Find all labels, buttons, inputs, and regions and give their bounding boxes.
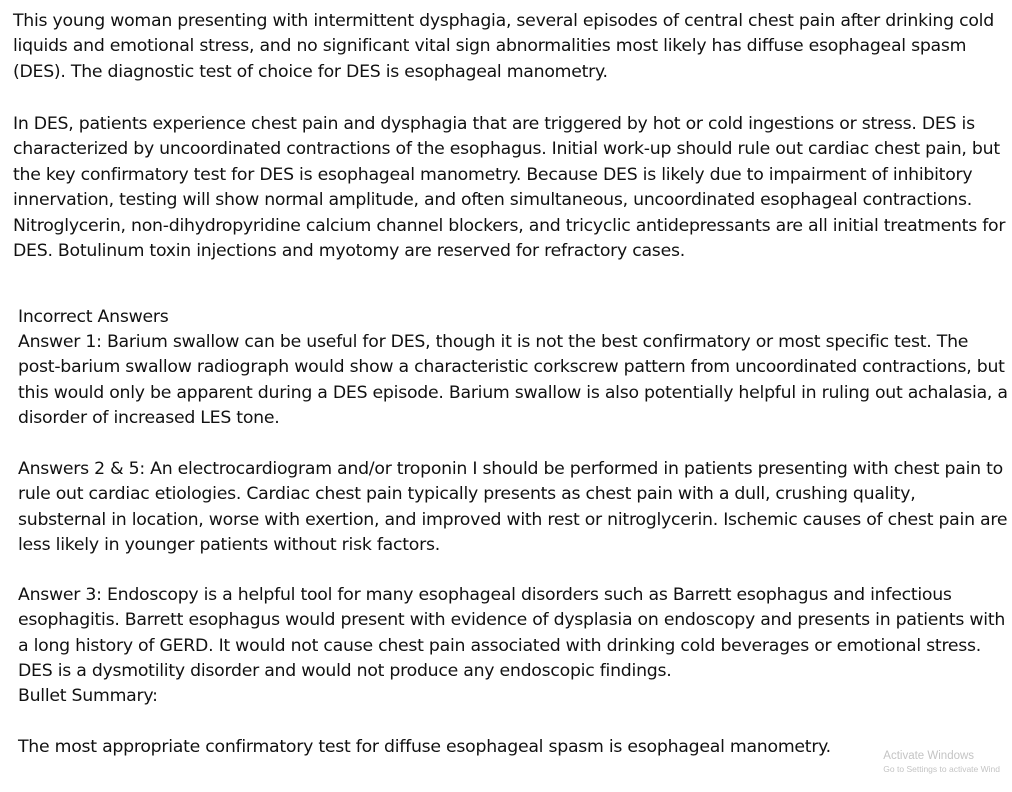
intro-paragraph: This young woman presenting with intermittent dysphagia, several episodes of central chest pain after drinking cold liquids and emotional stress, and no significant vital sign abnormalities most likely has diffuse esophageal spasm (DES). The diagnostic test of choice for DES is esophageal manometry. [13,11,994,82]
incorrect-answers-heading: Incorrect Answers [18,307,169,327]
answer-3-paragraph: Answer 3: Endoscopy is a helpful tool for many esophageal disorders such as Barrett esophagus and infectious esophagitis. Barrett esophagus would present with evidence of dysplasia on endoscopy and presents in patients with a long history of GERD. It would not cause chest pain associated with drinking cold beverages or emotional stress. DES is a dysmotility disorder and would not produce any endoscopic findings. [18,585,1006,682]
watermark-subtitle: Go to Settings to activate Wind [883,764,1000,774]
answers-2-5-paragraph: Answers 2 & 5: An electrocardiogram and/or troponin I should be performed in patients presenting with chest pain to rule out cardiac etiologies. Cardiac chest pain typically presents as chest pain with a dull, crushing quality, substernal in location, worse with exertion, and improved with rest or nitroglycerin. Ischemic causes of chest pain are less likely in younger patients without risk factors. [18,459,1008,556]
bullet-summary-text: The most appropriate confirmatory test for diffuse esophageal spasm is esophageal manometry. [18,737,831,757]
activate-windows-watermark [883,749,1000,775]
bullet-summary-heading: Bullet Summary: [18,686,158,706]
watermark-title: Activate Windows [883,750,975,762]
des-explanation-paragraph: In DES, patients experience chest pain and dysphagia that are triggered by hot or cold ingestions or stress. DES is characterized by uncoordinated contractions of the esophagus. Initial work-up should rule out cardiac chest pain, but the key confirmatory test for DES is esophageal manometry. Because DES is likely due to impairment of inhibitory innervation, testing will show normal amplitude, and often simultaneous, uncoordinated esophageal contractions. Nitroglycerin, non-dihydropyridine calcium channel blockers, and tricyclic antidepressants are all initial treatments for DES. Botulinum toxin injections and myotomy are reserved for refractory cases. [13,114,1006,262]
answer-1-paragraph: Answer 1: Barium swallow can be useful for DES, though it is not the best confirmatory or most specific test. The post-barium swallow radiograph would show a characteristic corkscrew pattern from uncoordinated contractions, but this would only be apparent during a DES episode. Barium swallow is also potentially helpful in ruling out achalasia, a disorder of increased LES tone. [18,332,1008,429]
